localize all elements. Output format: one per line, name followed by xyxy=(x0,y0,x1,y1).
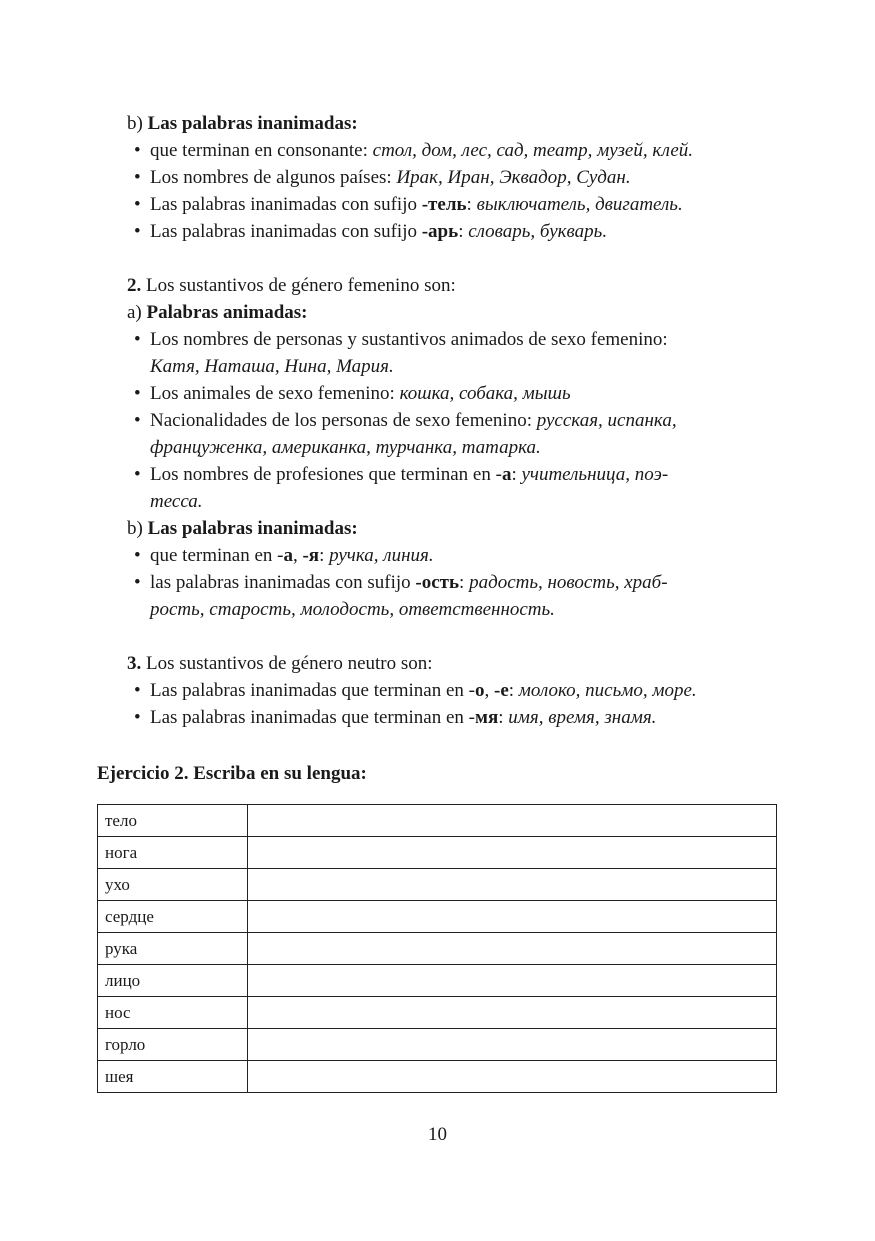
section-number: 3. xyxy=(127,653,142,674)
table-row xyxy=(98,933,777,965)
page-number: 10 xyxy=(428,1124,447,1145)
answer-cell[interactable] xyxy=(248,997,777,1029)
section-3-heading: 3. Los sustantivos de género neutro son: xyxy=(127,653,433,674)
word-cell: шея xyxy=(98,1061,248,1093)
section-2b-heading: b) Las palabras inanimadas: xyxy=(127,518,358,539)
word-cell: рука xyxy=(98,933,248,965)
answer-cell[interactable] xyxy=(248,1029,777,1061)
section-2-heading: 2. Los sustantivos de género femenino son: xyxy=(127,275,456,296)
answer-cell[interactable] xyxy=(248,965,777,997)
word-cell: тело xyxy=(98,805,248,837)
word-cell: нога xyxy=(98,837,248,869)
word-cell: лицо xyxy=(98,965,248,997)
table-row xyxy=(98,901,777,933)
table-row xyxy=(98,1061,777,1093)
word-cell: нос xyxy=(98,997,248,1029)
answer-cell[interactable] xyxy=(248,901,777,933)
section-2a-heading: a) Palabras animadas: xyxy=(127,302,308,323)
table-row xyxy=(98,965,777,997)
answer-cell[interactable] xyxy=(248,869,777,901)
table-row xyxy=(98,869,777,901)
answer-cell[interactable] xyxy=(248,933,777,965)
answer-cell[interactable] xyxy=(248,805,777,837)
section-number: 2. xyxy=(127,275,142,296)
section-1b-heading xyxy=(127,110,358,137)
table-row xyxy=(98,1029,777,1061)
table-row xyxy=(98,997,777,1029)
answer-cell[interactable] xyxy=(248,837,777,869)
word-cell: ухо xyxy=(98,869,248,901)
answer-cell[interactable] xyxy=(248,1061,777,1093)
section-letter: b) xyxy=(127,113,143,134)
table-row xyxy=(98,805,777,837)
exercise-title: Ejercicio 2. Escriba en su lengua: xyxy=(97,763,367,784)
word-cell: сердце xyxy=(98,901,248,933)
word-cell: горло xyxy=(98,1029,248,1061)
section-heading: Las palabras inanimadas: xyxy=(147,113,358,134)
exercise-table xyxy=(97,804,777,1093)
table-row xyxy=(98,837,777,869)
